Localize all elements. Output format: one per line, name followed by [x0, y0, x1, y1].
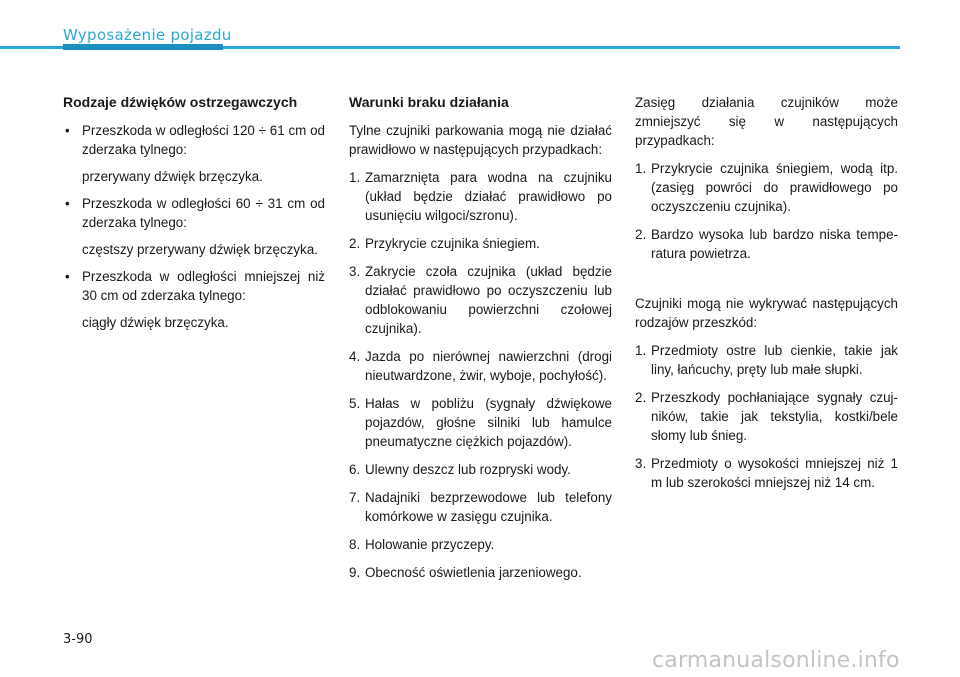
spacer	[635, 272, 898, 294]
list-item: 3. Przedmioty o wysokości mniejszej niż 1 m lub szerokości mniejszej niż 14 cm.	[635, 456, 898, 490]
undetected-obstacles-intro: Czujniki mogą nie wykrywać następujących rodzajów przeszkód:	[635, 296, 898, 330]
watermark: carmanualsonline.info	[652, 648, 900, 673]
list-item: 7. Nadajniki bezprzewodowe lub telefony komórkowe w zasięgu czujnika.	[349, 490, 612, 524]
list-item: 1. Zamarznięta para wodna na czujniku (układ będzie działać prawidłowo po usunięciu wilgoci/szronu).	[349, 170, 612, 223]
list-item: 1. Przykrycie czujnika śniegiem, wodą itp. (zasięg powróci do prawidłowego po oczyszczeniu czujnika).	[635, 161, 898, 214]
list-item-detail: przerywany dźwięk brzęczyka.	[82, 169, 263, 184]
list-item-detail: ciągły dźwięk brzęczyka.	[82, 315, 229, 330]
reduced-range-list	[635, 159, 898, 263]
undetected-obstacles-list	[635, 341, 898, 492]
list-item: 9. Obecność oświetlenia jarzeniowego.	[349, 565, 582, 580]
list-item: • Przeszkoda w odległości 60 ÷ 31 cm od zderzaka tylnego:	[63, 194, 325, 232]
header-rule-accent	[63, 44, 223, 50]
list-item: 3. Zakrycie czoła czujnika (układ będzie działać prawidłowo po oczyszczeniu lub odblokowaniu powierzchni czołowej czujnika).	[349, 264, 612, 336]
page-number: 3-90	[63, 632, 93, 647]
list-item: 2. Bardzo wysoka lub bardzo niska temperatura powietrza.	[635, 227, 898, 261]
list-item: 6. Ulewny deszcz lub rozpryski wody.	[349, 462, 571, 477]
list-item: 1. Przedmioty ostre lub cienkie, takie jak liny, łańcuchy, pręty lub małe słupki.	[635, 343, 898, 377]
list-item: 5. Hałas w pobliżu (sygnały dźwiękowe pojazdów, głośne silniki lub hamulce pneumatyczne ciężkich pojazdów).	[349, 396, 612, 449]
list-item: • Przeszkoda w odległości 120 ÷ 61 cm od zderzaka tylnego:	[63, 121, 325, 159]
column-non-operating-conditions	[349, 93, 612, 591]
list-item: 8. Holowanie przyczepy.	[349, 537, 495, 552]
non-operating-intro: Tylne czujniki parkowania mogą nie działać prawidłowo w następujących przypadkach:	[349, 123, 612, 157]
section-title: Wyposażenie pojazdu	[63, 26, 232, 44]
reduced-range-intro: Zasięg działania czujników może zmniejszyć się w następujących przypadkach:	[635, 95, 898, 148]
column-reduced-range	[635, 93, 898, 501]
warning-sounds-list	[63, 121, 325, 332]
list-item-detail: częstszy przerywany dźwięk brzęczyka.	[82, 242, 318, 257]
non-operating-list	[349, 168, 612, 582]
warning-sounds-heading: Rodzaje dźwięków ostrzegawczych	[63, 94, 298, 110]
column-warning-sounds	[63, 93, 325, 340]
list-item: 4. Jazda po nierównej nawierzchni (drogi nieutwardzone, żwir, wyboje, pochyłość).	[349, 349, 612, 383]
list-item: 2. Przykrycie czujnika śniegiem.	[349, 236, 540, 251]
list-item: • Przeszkoda w odległości mniejszej niż 30 cm od zderzaka tylnego:	[63, 267, 325, 305]
non-operating-heading: Warunki braku działania	[349, 94, 509, 110]
list-item: 2. Przeszkody pochłaniające sygnały czujników, takie jak tekstylia, kostki/bele słomy lub śnieg.	[635, 390, 898, 443]
